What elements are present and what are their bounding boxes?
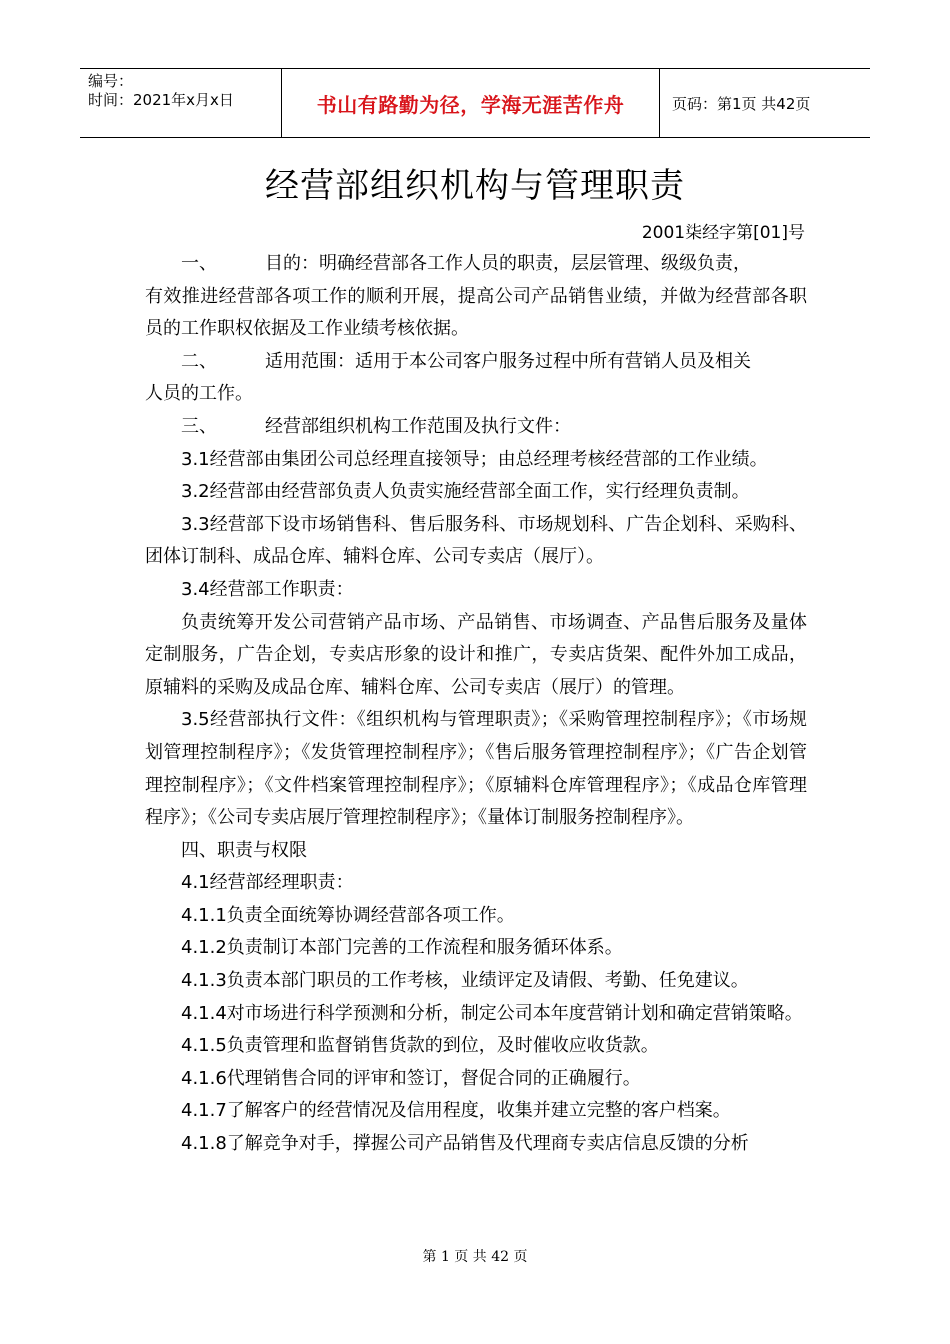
section-number: 三、 <box>181 415 217 437</box>
paragraph: 3.3经营部下设市场销售科、售后服务科、市场规划科、广告企划科、采购科、团体订制科、成品仓库、辅料仓库、公司专卖店（展厅）。 <box>145 513 807 568</box>
section-text: 适用范围：适用于本公司客户服务过程中所有营销人员及相关 <box>265 350 751 372</box>
paragraph: 4.1.1负责全面统筹协调经营部各项工作。 <box>181 904 515 926</box>
section-text: 经营部组织机构工作范围及执行文件： <box>265 415 571 437</box>
section-number: 二、 <box>181 350 217 372</box>
page-footer: 第 1 页 共 42 页 <box>422 1249 528 1265</box>
paragraph: 有效推进经营部各项工作的顺利开展，提高公司产品销售业绩，并做为经营部各职员的工作职权依据及工作业绩考核依据。 <box>145 285 807 340</box>
page-header <box>80 68 870 138</box>
paragraph: 4.1.6代理销售合同的评审和签订，督促合同的正确履行。 <box>181 1067 641 1089</box>
document-number: 2001柒经字第[01]号 <box>641 223 805 243</box>
section-heading: 四、职责与权限 <box>181 839 307 861</box>
paragraph: 4.1.7了解客户的经营情况及信用程度，收集并建立完整的客户档案。 <box>181 1100 731 1122</box>
header-motto: 书山有路勤为径，学海无涯苦作舟 <box>282 69 660 137</box>
section-heading <box>145 411 807 444</box>
header-meta <box>80 69 282 137</box>
section-heading <box>145 346 807 379</box>
paragraph: 3.1经营部由集团公司总经理直接领导；由总经理考核经营部的工作业绩。 <box>181 448 768 470</box>
paragraph: 4.1经营部经理职责： <box>181 872 354 894</box>
header-page-info: 页码：第1页 共42页 <box>672 94 811 113</box>
document-body <box>145 248 807 1161</box>
paragraph: 负责统筹开发公司营销产品市场、产品销售、市场调查、产品售后服务及量体定制服务，广告企划，专卖店形象的设计和推广，专卖店货架、配件外加工成品，原辅料的采购及成品仓库、辅料仓库、公司专卖店（展厅）的管理。 <box>145 611 807 698</box>
paragraph: 4.1.8了解竞争对手，撑握公司产品销售及代理商专卖店信息反馈的分析 <box>181 1133 749 1155</box>
section-heading <box>145 248 807 281</box>
number-label: 编号： <box>88 72 134 90</box>
paragraph: 4.1.4对市场进行科学预测和分析，制定公司本年度营销计划和确定营销策略。 <box>181 1002 803 1024</box>
time-label: 时间：2021年x月x日 <box>88 91 234 109</box>
paragraph: 3.5经营部执行文件：《组织机构与管理职责》；《采购管理控制程序》；《市场规划管理控制程序》；《发货管理控制程序》；《售后服务管理控制程序》；《广告企划管理控制程序》；《文件档案管理控制程序》；《原辅料仓库管理程序》；《成品仓库管理程序》；《公司专卖店展厅管理控制程序》；《量体订制服务控制程序》。 <box>145 709 807 829</box>
paragraph: 4.1.5负责管理和监督销售货款的到位，及时催收应收货款。 <box>181 1035 659 1057</box>
paragraph: 3.4经营部工作职责： <box>181 578 354 600</box>
section-text: 目的：明确经营部各工作人员的职责，层层管理、级级负责， <box>265 253 751 274</box>
section-number: 一、 <box>181 253 217 274</box>
paragraph: 3.2经营部由经营部负责人负责实施经营部全面工作，实行经理负责制。 <box>181 481 750 503</box>
paragraph: 人员的工作。 <box>145 383 253 405</box>
document-title: 经营部组织机构与管理职责 <box>265 166 685 206</box>
paragraph: 4.1.3负责本部门职员的工作考核，业绩评定及请假、考勤、任免建议。 <box>181 970 749 992</box>
paragraph: 4.1.2负责制订本部门完善的工作流程和服务循环体系。 <box>181 937 623 959</box>
